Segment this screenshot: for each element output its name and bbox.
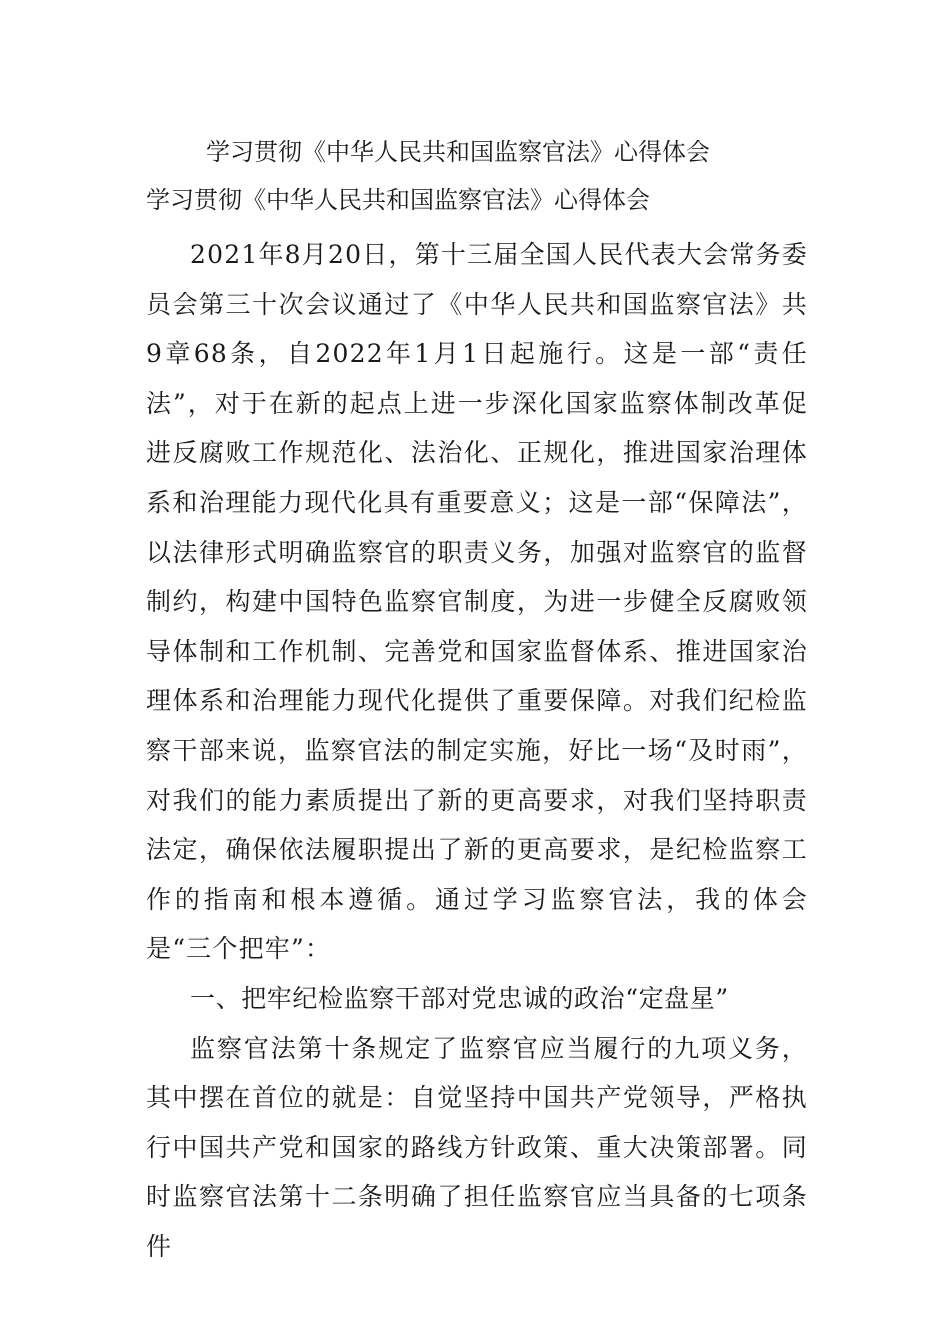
document-title: 学习贯彻《中华人民共和国监察官法》心得体会 [206, 138, 710, 166]
document-body [146, 230, 808, 1271]
section-heading-1: 一、把牢纪检监察干部对党忠诚的政治“定盘星” [190, 983, 729, 1013]
document-subtitle: 学习贯彻《中华人民共和国监察官法》心得体会 [146, 186, 650, 214]
paragraph-section-1: 监察官法第十条规定了监察官应当履行的九项义务，其中摆在首位的就是：自觉坚持中国共产党领导，严格执行中国共产党和国家的路线方针政策、重大决策部署。同时监察官法第十二条明确了担任监察官应当具备的七项条件 [146, 1033, 808, 1261]
paragraph-intro: 2021年8月20日，第十三届全国人民代表大会常务委员会第三十次会议通过了《中华人民共和国监察官法》共9章68条，自2022年1月1日起施行。这是一部“责任法”，对于在新的起点上进一步深化国家监察体制改革促进反腐败工作规范化、法治化、正规化，推进国家治理体系和治理能力现代化具有重要意义；这是一部“保障法”，以法律形式明确监察官的职责义务，加强对监察官的监督制约，构建中国特色监察官制度，为进一步健全反腐败领导体制和工作机制、完善党和国家监督体系、推进国家治理体系和治理能力现代化提供了重要保障。对我们纪检监察干部来说，监察官法的制定实施，好比一场“及时雨”，对我们的能力素质提出了新的更高要求，对我们坚持职责法定，确保依法履职提出了新的更高要求，是纪检监察工作的指南和根本遵循。通过学习监察官法，我的体会是“三个把牢”： [146, 240, 808, 964]
